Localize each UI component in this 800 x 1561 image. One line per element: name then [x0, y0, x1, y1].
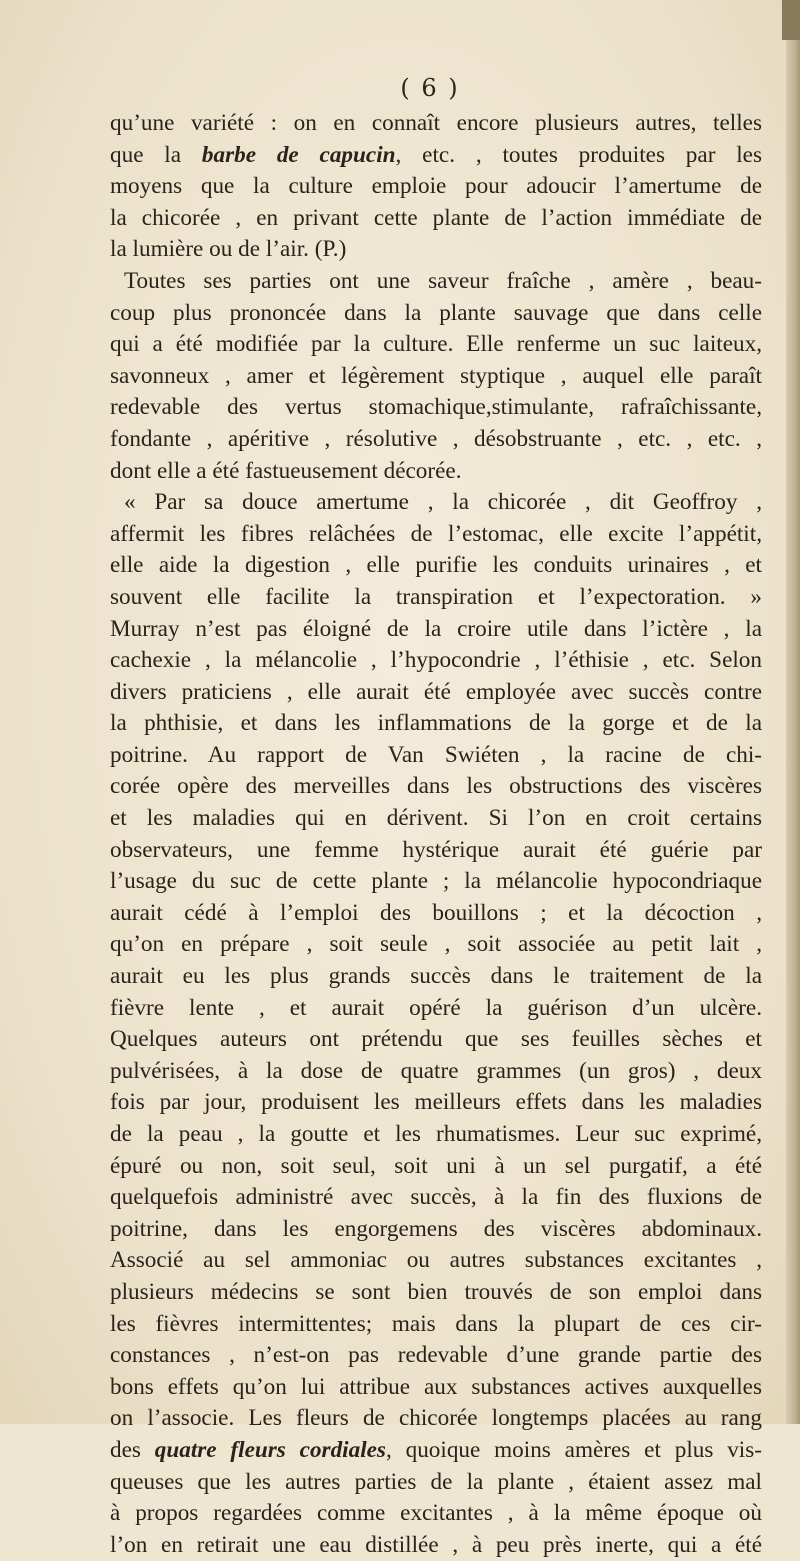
text-line	[110, 898, 762, 930]
text-line	[110, 803, 762, 835]
text-line	[110, 961, 762, 993]
text-line	[110, 456, 762, 488]
text-run: de la peau , la goutte et les rhumatismes. Leur suc exprimé,	[110, 1121, 762, 1147]
body-text	[110, 108, 762, 1561]
text-line	[110, 1151, 762, 1183]
text-line	[110, 361, 762, 393]
page-edge	[786, 0, 800, 1424]
text-run: coup plus prononcée dans la plante sauvage que dans celle	[110, 299, 762, 326]
text-run: bons effets qu’on lui attribue aux substances actives auxquelles	[110, 1373, 762, 1400]
text-line	[110, 835, 762, 867]
text-run: des	[110, 1436, 155, 1463]
text-line	[110, 1467, 762, 1499]
text-line	[110, 582, 762, 614]
text-line	[110, 993, 762, 1025]
text-line	[110, 1309, 762, 1341]
text-run: fois par jour, produisent les meilleurs effets dans les maladies	[110, 1089, 762, 1116]
text-line	[110, 1024, 762, 1056]
text-run: cachexie , la mélancolie , l’hypocondrie , l’éthisie , etc. Selon	[110, 647, 762, 674]
text-line	[110, 298, 762, 330]
text-run: affermit les fibres relâchées de l’estomac, elle excite l’appétit,	[110, 520, 762, 547]
text-run: poitrine. Au rapport de Van Swiéten , la racine de chi-	[110, 741, 762, 768]
text-run: que la	[110, 141, 202, 168]
text-run: la lumière ou de l’air. (P.)	[110, 236, 347, 263]
text-line	[110, 866, 762, 898]
text-run: la phthisie, et dans les inflammations de la gorge et de la	[110, 710, 762, 737]
text-run: elle aide la digestion , elle purifie les conduits urinaires , et	[110, 552, 762, 579]
text-line	[110, 1340, 762, 1372]
text-line	[110, 392, 762, 424]
page-corner-shadow	[782, 0, 800, 40]
text-line	[110, 203, 762, 235]
text-run: à propos regardées comme excitantes , à la même époque où	[110, 1500, 762, 1527]
text-run: les fièvres intermittentes; mais dans la plupart de ces cir-	[110, 1310, 762, 1337]
text-run: souvent elle facilite la transpiration et l’expectoration. »	[110, 583, 762, 610]
text-line	[110, 519, 762, 551]
text-run: observateurs, une femme hystérique aurait été guérie par	[110, 836, 762, 863]
text-run: aurait cédé à l’emploi des bouillons ; et la décoction ,	[110, 899, 762, 926]
text-line	[110, 550, 762, 582]
text-run: Associé au sel ammoniac ou autres substances excitantes ,	[110, 1247, 762, 1274]
text-run: on l’associe. Les fleurs de chicorée longtemps placées au rang	[110, 1405, 762, 1432]
text-run: dont elle a été fastueusement décorée.	[110, 457, 462, 484]
text-run: corée opère des merveilles dans les obstructions des viscères	[110, 773, 762, 800]
text-line	[110, 708, 762, 740]
text-run: aurait eu les plus grands succès dans le traitement de la	[110, 963, 762, 990]
text-line	[110, 234, 762, 266]
text-line	[110, 1119, 762, 1151]
text-line	[110, 108, 762, 140]
text-line	[110, 771, 762, 803]
text-run: savonneux , amer et légèrement styptique , auquel elle paraît	[110, 362, 762, 389]
text-run: et les maladies qui en dérivent. Si l’on en croit certains	[110, 805, 762, 832]
text-run: plusieurs médecins se sont bien trouvés de son emploi dans	[110, 1278, 762, 1305]
text-run: qu’on en prépare , soit seule , soit associée au petit lait ,	[110, 931, 762, 958]
text-run: la chicorée , en privant cette plante de l’action immédiate de	[110, 204, 762, 231]
text-line	[110, 1498, 762, 1530]
text-line	[110, 329, 762, 361]
text-run: divers praticiens , elle aurait été employée avec succès contre	[110, 678, 762, 705]
text-run: , quoique moins amères et plus vis-	[385, 1436, 762, 1463]
page-number: ( 6 )	[400, 74, 460, 102]
text-run: , etc. , toutes produites par les	[395, 141, 762, 168]
text-line	[110, 487, 762, 519]
text-line	[110, 1056, 762, 1088]
text-run: pulvérisées, à la dose de quatre grammes (un gros) , deux	[110, 1057, 762, 1084]
text-line	[110, 1277, 762, 1309]
text-line	[110, 424, 762, 456]
text-line	[110, 1214, 762, 1246]
text-line	[110, 171, 762, 203]
text-line	[110, 929, 762, 961]
text-line	[110, 677, 762, 709]
text-run: fièvre lente , et aurait opéré la guérison d’un ulcère.	[110, 994, 762, 1021]
text-run: constances , n’est-on pas redevable d’une grande partie des	[110, 1342, 762, 1369]
text-run: queuses que les autres parties de la plante , étaient assez mal	[110, 1468, 762, 1495]
text-line	[110, 140, 762, 172]
text-run: fondante , apéritive , résolutive , désobstruante , etc. , etc. ,	[110, 425, 762, 452]
text-run: qu’une variété : on en connaît encore plusieurs autres, telles	[110, 110, 762, 136]
text-run: Murray n’est pas éloigné de la croire utile dans l’ictère , la	[110, 615, 762, 642]
italic-phrase: quatre fleurs cordiales	[154, 1436, 386, 1463]
text-run: redevable des vertus stomachique,stimulante, rafraîchissante,	[110, 394, 762, 421]
text-run: qui a été modifiée par la culture. Elle renferme un suc laiteux,	[110, 331, 762, 358]
italic-phrase: barbe de capucin	[201, 141, 396, 168]
text-line	[110, 1435, 762, 1467]
text-line	[110, 1372, 762, 1404]
text-line	[110, 1403, 762, 1435]
text-line	[110, 266, 762, 298]
text-run: quelquefois administré avec succès, à la fin des fluxions de	[110, 1184, 762, 1211]
text-line	[110, 1182, 762, 1214]
text-line	[110, 614, 762, 646]
text-run: moyens que la culture emploie pour adoucir l’amertume de	[110, 173, 762, 200]
text-line	[110, 1245, 762, 1277]
text-line	[110, 1087, 762, 1119]
text-line	[110, 1530, 762, 1561]
text-run: Quelques auteurs ont prétendu que ses feuilles sèches et	[110, 1026, 762, 1053]
text-run: l’usage du suc de cette plante ; la mélancolie hypocondriaque	[110, 868, 762, 895]
text-run: poitrine, dans les engorgemens des viscères abdominaux.	[110, 1215, 762, 1242]
text-run: épuré ou non, soit seul, soit uni à un sel purgatif, a été	[110, 1152, 762, 1179]
text-run: l’on en retirait une eau distillée , à peu près inerte, qui a été	[110, 1531, 762, 1558]
text-run: « Par sa douce amertume , la chicorée , dit Geoffroy ,	[124, 489, 762, 516]
text-run: Toutes ses parties ont une saveur fraîche , amère , beau-	[124, 267, 762, 294]
text-line	[110, 740, 762, 772]
text-line	[110, 645, 762, 677]
